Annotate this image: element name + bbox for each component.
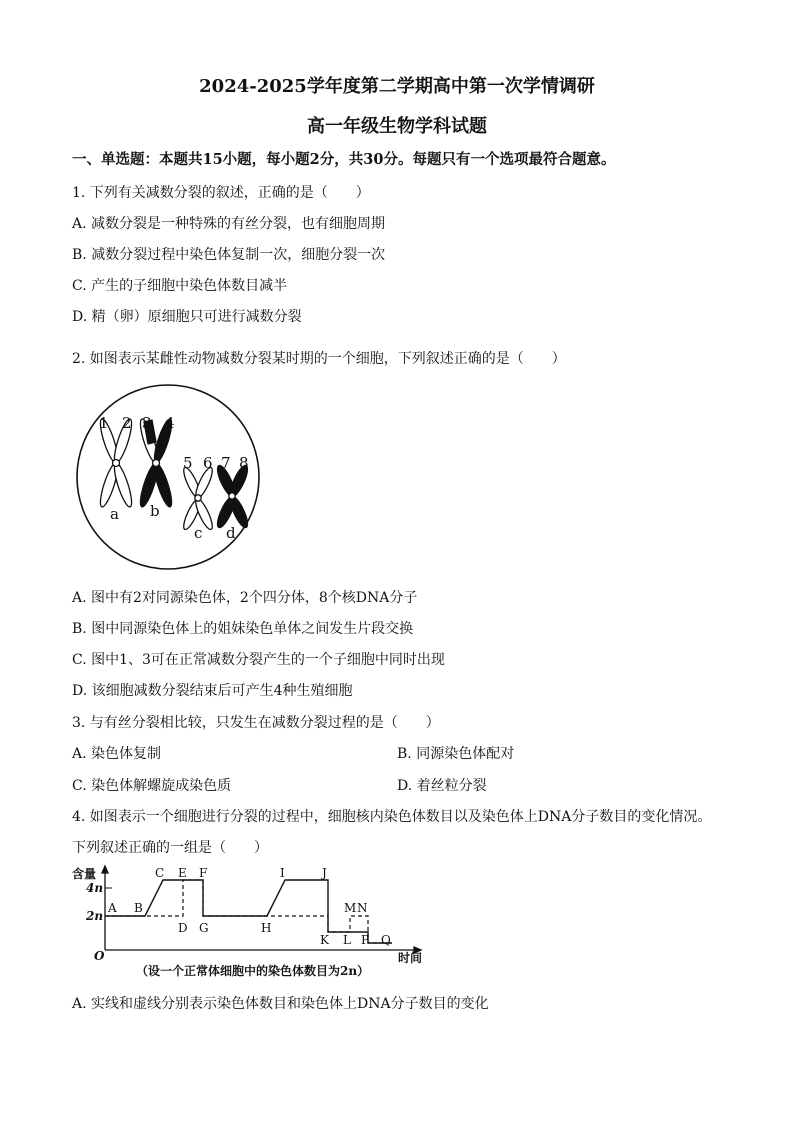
chromatid-label-5: 5 bbox=[183, 454, 193, 472]
question-1-option-a: A. 减数分裂是一种特殊的有丝分裂，也有细胞周期 bbox=[72, 216, 386, 232]
question-2-option-c: C. 图中1、3可在正常减数分裂产生的一个子细胞中同时出现 bbox=[72, 652, 445, 668]
question-3-option-d: D. 着丝粒分裂 bbox=[397, 778, 487, 794]
point-label-p: P bbox=[361, 933, 370, 947]
chromosome-label-b: b bbox=[150, 502, 160, 520]
chromatid-label-7: 7 bbox=[221, 454, 231, 472]
graph-y-label: 含量 bbox=[72, 867, 97, 881]
point-label-m: M bbox=[344, 901, 357, 915]
point-label-f: F bbox=[199, 866, 208, 880]
chromatid-label-6: 6 bbox=[203, 454, 213, 472]
chromosome-label-d: d bbox=[226, 524, 236, 542]
graph-y-tick-4n: 4n bbox=[86, 881, 104, 895]
question-4-stem-line1: 4. 如图表示一个细胞进行分裂的过程中，细胞核内染色体数目以及染色体上DNA分子数目的变化情况。 bbox=[72, 809, 712, 825]
question-3-option-c: C. 染色体解螺旋成染色质 bbox=[72, 778, 232, 794]
section-heading: 一、单选题：本题共15小题，每小题2分，共30分。每题只有一个选项最符合题意。 bbox=[72, 151, 616, 168]
point-label-b: B bbox=[134, 901, 143, 915]
point-label-q: Q bbox=[381, 933, 391, 947]
exam-title: 2024-2025学年度第二学期高中第一次学情调研 bbox=[199, 76, 595, 97]
point-label-k: K bbox=[320, 933, 329, 947]
division-graph bbox=[72, 864, 432, 982]
chromosome-d bbox=[214, 463, 250, 529]
chromosome-label-a: a bbox=[110, 505, 119, 523]
point-label-c: C bbox=[155, 866, 165, 880]
question-4-option-a: A. 实线和虚线分别表示染色体数目和染色体上DNA分子数目的变化 bbox=[72, 996, 489, 1012]
question-2-option-b: B. 图中同源染色体上的姐妹染色单体之间发生片段交换 bbox=[72, 621, 414, 637]
question-3-stem: 3. 与有丝分裂相比较，只发生在减数分裂过程的是（ ） bbox=[72, 715, 440, 731]
point-label-l: L bbox=[343, 933, 351, 947]
exam-subtitle: 高一年级生物学科试题 bbox=[307, 116, 487, 137]
point-label-e: E bbox=[178, 866, 187, 880]
question-2-stem: 2. 如图表示某雌性动物减数分裂某时期的一个细胞，下列叙述正确的是（ ） bbox=[72, 351, 566, 367]
point-label-d: D bbox=[178, 921, 188, 935]
chromatid-label-3: 3 bbox=[142, 414, 152, 432]
question-1-stem: 1. 下列有关减数分裂的叙述，正确的是（ ） bbox=[72, 185, 370, 201]
chromosome-c bbox=[181, 466, 216, 532]
graph-caption: （设一个正常体细胞中的染色体数目为2n） bbox=[136, 964, 370, 978]
point-label-n: N bbox=[357, 901, 368, 915]
graph-origin: O bbox=[94, 949, 105, 963]
point-label-h: H bbox=[261, 921, 272, 935]
graph-y-tick-2n: 2n bbox=[86, 909, 104, 923]
chromatid-label-2: 2 bbox=[122, 414, 132, 432]
point-label-a: A bbox=[108, 901, 117, 915]
chromosome-label-c: c bbox=[194, 524, 203, 542]
question-1-option-d: D. 精（卵）原细胞只可进行减数分裂 bbox=[72, 309, 302, 325]
question-2-option-a: A. 图中有2对同源染色体，2个四分体，8个核DNA分子 bbox=[72, 590, 418, 606]
point-label-i: I bbox=[280, 866, 285, 880]
point-label-j: J bbox=[322, 866, 327, 880]
question-1-option-b: B. 减数分裂过程中染色体复制一次，细胞分裂一次 bbox=[72, 247, 386, 263]
graph-x-label: 时间 bbox=[398, 951, 423, 965]
question-3-option-b: B. 同源染色体配对 bbox=[397, 746, 515, 762]
question-4-stem-line2: 下列叙述正确的一组是（ ） bbox=[72, 840, 268, 856]
question-3-option-a: A. 染色体复制 bbox=[72, 746, 162, 762]
chromatid-label-4: 4 bbox=[165, 414, 175, 432]
question-1-option-c: C. 产生的子细胞中染色体数目减半 bbox=[72, 278, 288, 294]
question-2-option-d: D. 该细胞减数分裂结束后可产生4种生殖细胞 bbox=[72, 683, 353, 699]
point-label-g: G bbox=[199, 921, 209, 935]
chromatid-label-1: 1 bbox=[99, 414, 109, 432]
cell-figure bbox=[72, 380, 272, 575]
chromatid-label-8: 8 bbox=[239, 454, 249, 472]
